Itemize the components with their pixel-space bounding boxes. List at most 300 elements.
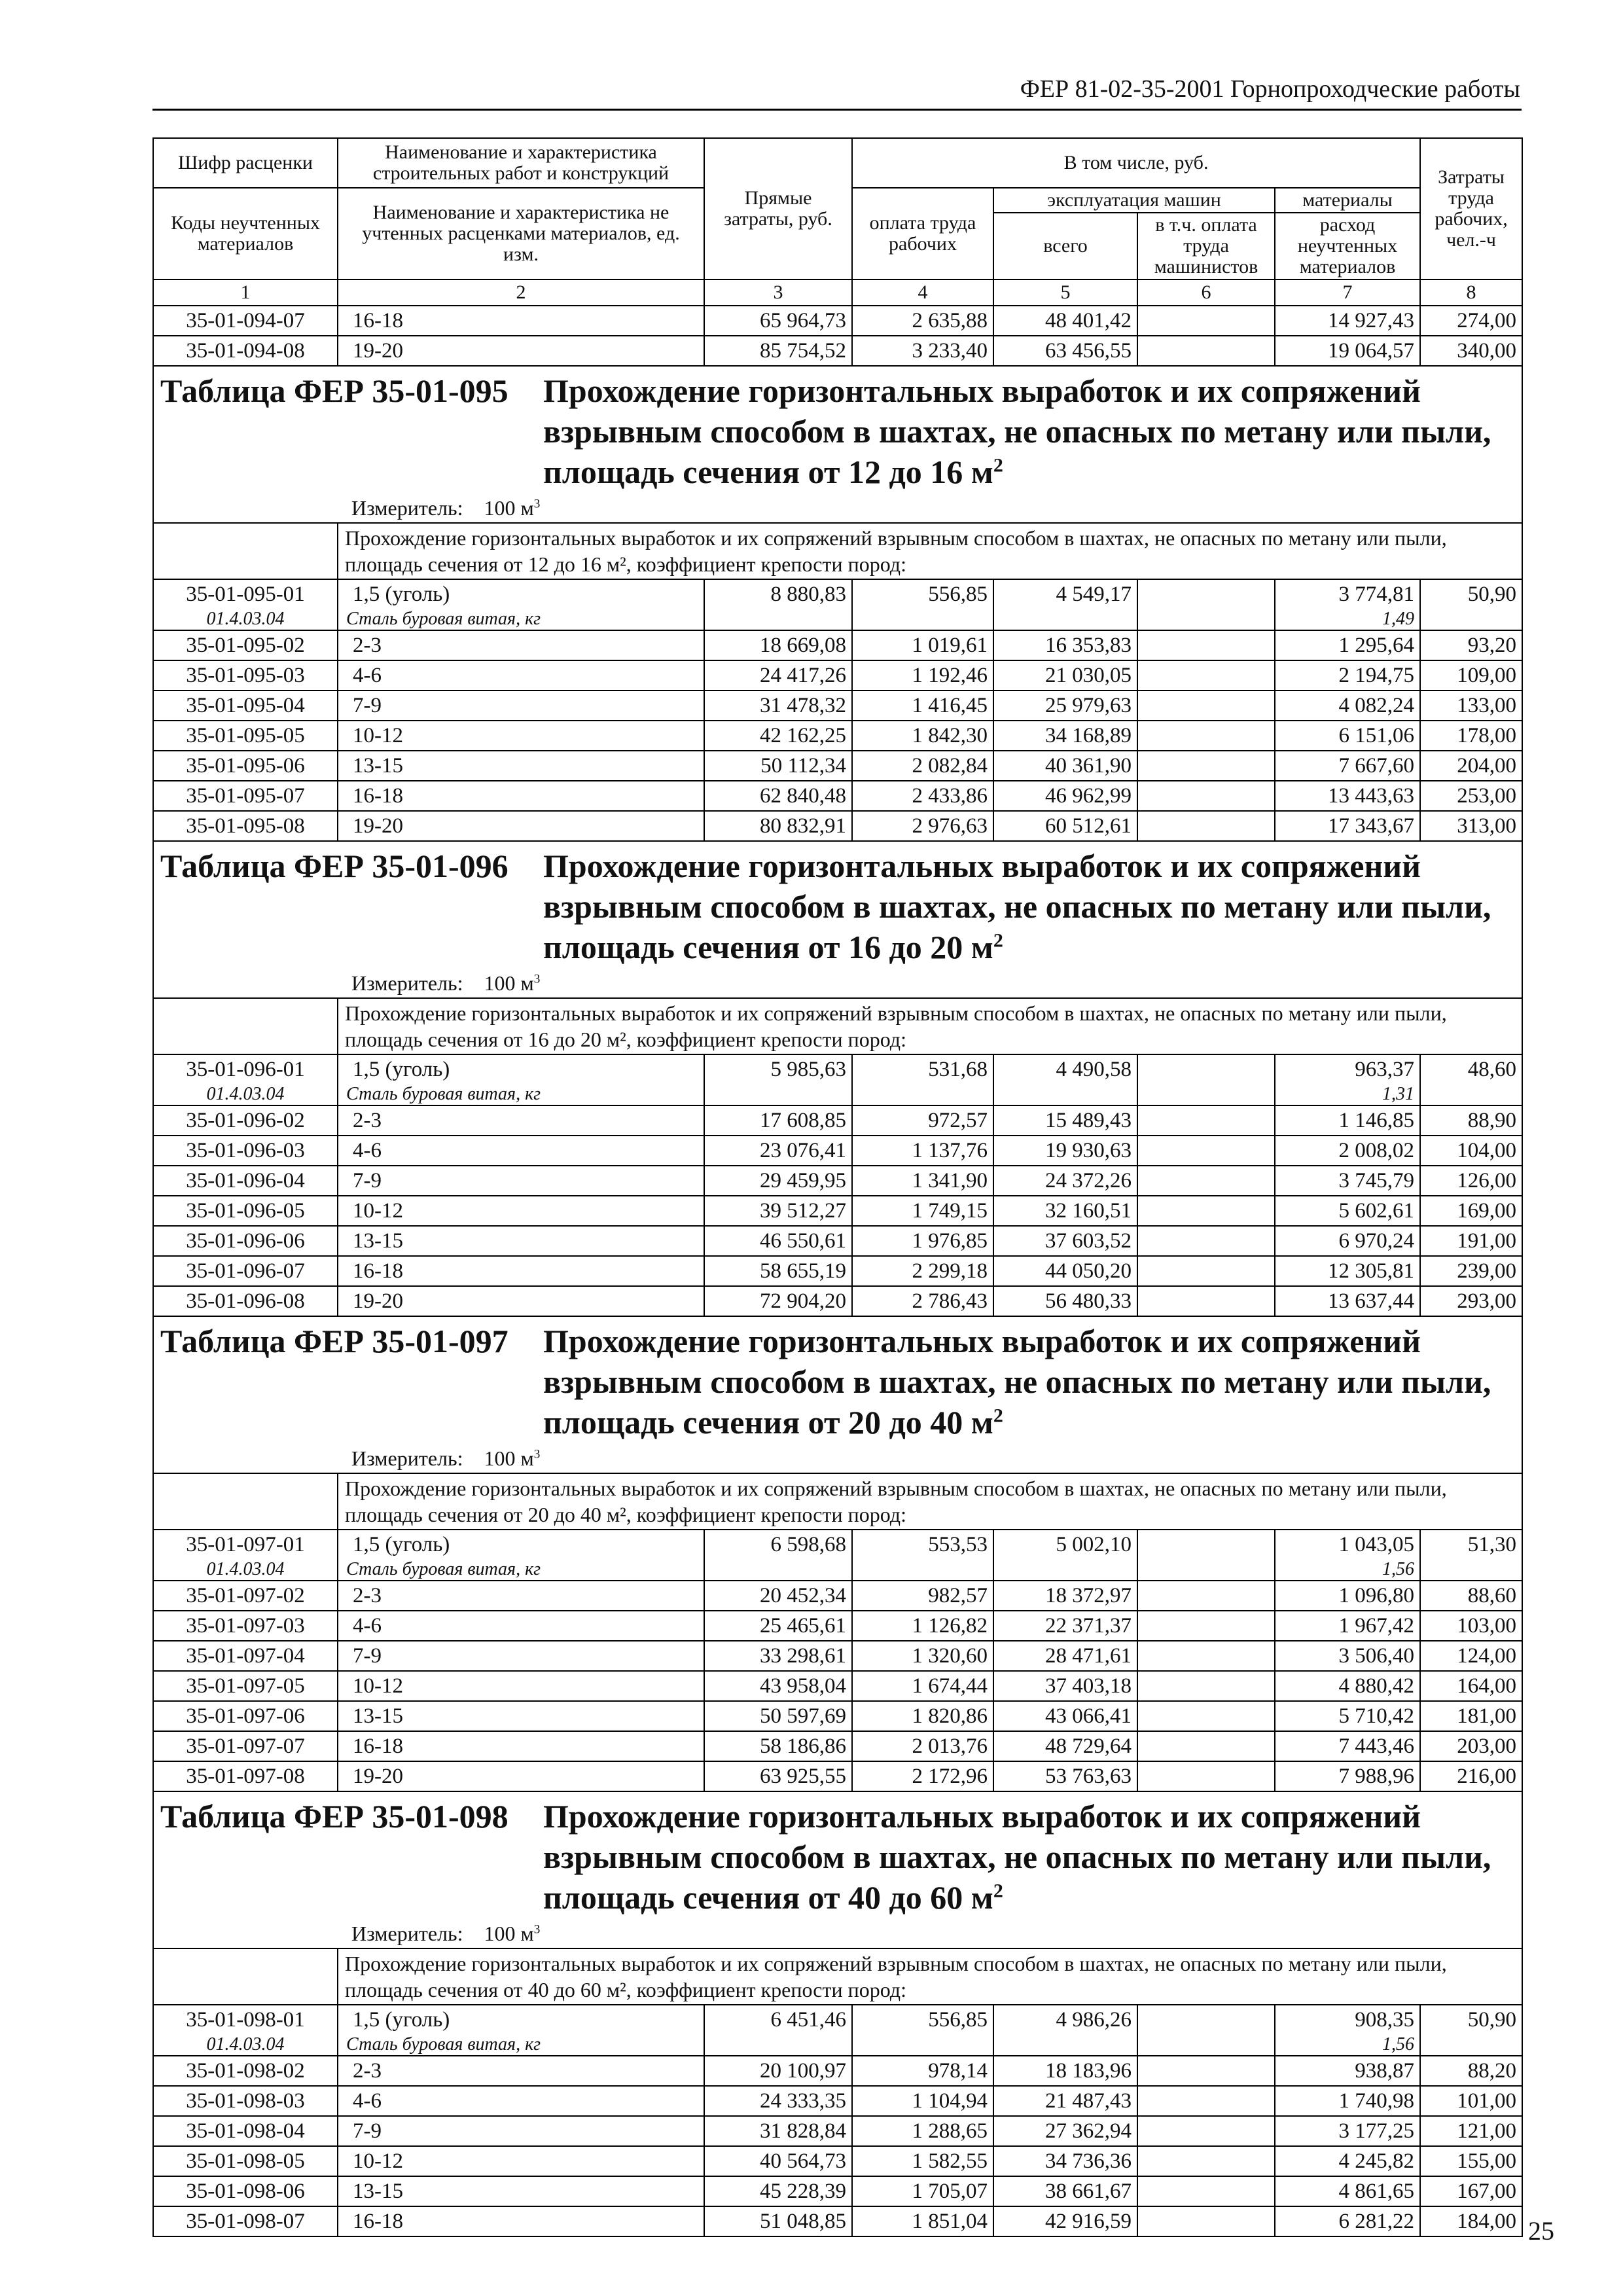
machine-operator-cost <box>1137 306 1275 336</box>
material-cost: 5 602,61 <box>1275 1196 1420 1226</box>
direct-cost: 6 451,46 <box>704 2005 852 2034</box>
table-title-row <box>153 366 1522 493</box>
machine-cost: 38 661,67 <box>993 2176 1137 2206</box>
machine-operator-cost <box>1137 1581 1275 1611</box>
labor-hours: 101,00 <box>1420 2086 1522 2116</box>
machine-cost: 19 930,63 <box>993 1136 1137 1166</box>
direct-cost: 62 840,48 <box>704 781 852 811</box>
labor-cost: 1 705,07 <box>852 2176 993 2206</box>
labor-hours: 216,00 <box>1420 1761 1522 1791</box>
material-cost: 3 506,40 <box>1275 1641 1420 1671</box>
rate-code: 35-01-096-07 <box>153 1256 338 1286</box>
labor-cost: 1 320,60 <box>852 1641 993 1671</box>
rate-name: 4-6 <box>338 2086 704 2116</box>
material-cost: 6 151,06 <box>1275 721 1420 751</box>
table-row <box>153 2116 1522 2146</box>
table-label: Таблица ФЕР 35-01-097 <box>160 1323 508 1359</box>
col-labor-header: оплата труда рабочих <box>852 188 993 279</box>
rate-code: 35-01-098-07 <box>153 2206 338 2236</box>
labor-cost: 1 341,90 <box>852 1166 993 1196</box>
table-description: Прохождение горизонтальных выработок и их сопряжений взрывным способом в шахтах, не опасных по метану или пыли, площадь сечения от 12 до 16 м², коэффициент крепости пород: <box>338 523 1522 579</box>
table-title-row <box>153 1316 1522 1444</box>
labor-cost: 556,85 <box>852 2005 993 2034</box>
material-cost: 13 637,44 <box>1275 1286 1420 1316</box>
labor-cost: 1 019,61 <box>852 630 993 660</box>
machine-operator-cost <box>1137 1136 1275 1166</box>
material-cost: 938,87 <box>1275 2056 1420 2086</box>
col-number: 5 <box>993 279 1137 306</box>
machine-cost: 25 979,63 <box>993 691 1137 721</box>
material-row <box>153 1559 1522 1581</box>
labor-cost: 1 674,44 <box>852 1671 993 1701</box>
description-row <box>153 1948 1522 2005</box>
measure-row: Измеритель: 100 $м^3$ <box>153 969 1522 998</box>
rate-name: 10-12 <box>338 1671 704 1701</box>
table-label: Таблица ФЕР 35-01-098 <box>160 1798 508 1835</box>
table-row <box>153 781 1522 811</box>
machine-operator-cost <box>1137 721 1275 751</box>
labor-hours: 340,00 <box>1420 336 1522 366</box>
rate-code: 35-01-095-03 <box>153 660 338 691</box>
material-cost: 1 967,42 <box>1275 1611 1420 1641</box>
col-material-name-header: Наименование и характеристика не учтенных расценками материалов, ед. изм. <box>338 188 704 279</box>
labor-cost: 1 820,86 <box>852 1701 993 1731</box>
material-cost: 1 043,05 <box>1275 1530 1420 1559</box>
rate-code: 35-01-096-01 <box>153 1054 338 1084</box>
machine-operator-cost <box>1137 2086 1275 2116</box>
material-cost: 3 745,79 <box>1275 1166 1420 1196</box>
direct-cost: 29 459,95 <box>704 1166 852 1196</box>
labor-hours: 184,00 <box>1420 2206 1522 2236</box>
direct-cost: 65 964,73 <box>704 306 852 336</box>
measure-row: Измеритель: 100 $м^3$ <box>153 1919 1522 1948</box>
material-name: Сталь буровая витая, кг <box>338 2034 704 2056</box>
labor-hours: 169,00 <box>1420 1196 1522 1226</box>
col-number: 8 <box>1420 279 1522 306</box>
rate-name: 16-18 <box>338 306 704 336</box>
table-row <box>153 1136 1522 1166</box>
table-label: Таблица ФЕР 35-01-096 <box>160 848 508 884</box>
labor-cost: 1 851,04 <box>852 2206 993 2236</box>
machine-cost: 56 480,33 <box>993 1286 1137 1316</box>
machine-operator-cost <box>1137 336 1275 366</box>
machine-cost: 40 361,90 <box>993 751 1137 781</box>
rate-code: 35-01-095-02 <box>153 630 338 660</box>
machine-cost: 42 916,59 <box>993 2206 1137 2236</box>
material-cost: 17 343,67 <box>1275 811 1420 841</box>
table-row <box>153 336 1522 366</box>
labor-cost: 1 137,76 <box>852 1136 993 1166</box>
labor-hours: 126,00 <box>1420 1166 1522 1196</box>
machine-operator-cost <box>1137 2056 1275 2086</box>
labor-hours: 109,00 <box>1420 660 1522 691</box>
col-number: 2 <box>338 279 704 306</box>
col-number: 1 <box>153 279 338 306</box>
machine-cost: 18 372,97 <box>993 1581 1137 1611</box>
direct-cost: 8 880,83 <box>704 579 852 609</box>
machine-operator-cost <box>1137 2176 1275 2206</box>
rate-name: 13-15 <box>338 2176 704 2206</box>
labor-cost: 978,14 <box>852 2056 993 2086</box>
labor-cost: 2 299,18 <box>852 1256 993 1286</box>
material-cost: 4 880,42 <box>1275 1671 1420 1701</box>
rate-code: 35-01-096-06 <box>153 1226 338 1256</box>
machine-cost: 21 030,05 <box>993 660 1137 691</box>
direct-cost: 85 754,52 <box>704 336 852 366</box>
machine-cost: 34 168,89 <box>993 721 1137 751</box>
machine-cost: 46 962,99 <box>993 781 1137 811</box>
table-row <box>153 1105 1522 1136</box>
machine-operator-cost <box>1137 1701 1275 1731</box>
rate-name: 2-3 <box>338 630 704 660</box>
direct-cost: 40 564,73 <box>704 2146 852 2176</box>
direct-cost: 42 162,25 <box>704 721 852 751</box>
material-cost: 4 082,24 <box>1275 691 1420 721</box>
machine-cost: 37 603,52 <box>993 1226 1137 1256</box>
labor-cost: 2 013,76 <box>852 1731 993 1761</box>
rate-name: 13-15 <box>338 1226 704 1256</box>
rate-name: 7-9 <box>338 1166 704 1196</box>
rate-code: 35-01-098-05 <box>153 2146 338 2176</box>
rate-code: 35-01-097-04 <box>153 1641 338 1671</box>
description-row <box>153 998 1522 1054</box>
rate-code: 35-01-094-07 <box>153 306 338 336</box>
machine-cost: 48 729,64 <box>993 1731 1137 1761</box>
machine-operator-cost <box>1137 579 1275 609</box>
direct-cost: 6 598,68 <box>704 1530 852 1559</box>
rate-name: 2-3 <box>338 1105 704 1136</box>
machine-cost: 21 487,43 <box>993 2086 1137 2116</box>
running-header: ФЕР 81-02-35-2001 Горнопроходческие работы <box>152 73 1522 111</box>
rate-code: 35-01-098-04 <box>153 2116 338 2146</box>
table-row <box>153 1286 1522 1316</box>
labor-hours: 203,00 <box>1420 1731 1522 1761</box>
labor-cost: 982,57 <box>852 1581 993 1611</box>
labor-hours: 191,00 <box>1420 1226 1522 1256</box>
labor-cost: 1 749,15 <box>852 1196 993 1226</box>
table-title: Прохождение горизонтальных выработок и их сопряжений взрывным способом в шахтах, не опасных по метану или пыли, площадь сечения от 12 до 16 $м^2$ <box>543 372 1491 490</box>
labor-hours: 274,00 <box>1420 306 1522 336</box>
labor-hours: 313,00 <box>1420 811 1522 841</box>
direct-cost: 51 048,85 <box>704 2206 852 2236</box>
material-consumption: 1,56 <box>1275 2034 1420 2056</box>
rate-code: 35-01-097-06 <box>153 1701 338 1731</box>
machine-operator-cost <box>1137 751 1275 781</box>
rate-code: 35-01-097-07 <box>153 1731 338 1761</box>
direct-cost: 72 904,20 <box>704 1286 852 1316</box>
machine-operator-cost <box>1137 1530 1275 1559</box>
table-row <box>153 1581 1522 1611</box>
labor-cost: 1 104,94 <box>852 2086 993 2116</box>
rate-name: 19-20 <box>338 1286 704 1316</box>
material-cost: 19 064,57 <box>1275 336 1420 366</box>
rate-code: 35-01-097-05 <box>153 1671 338 1701</box>
column-numbers-row <box>153 279 1522 306</box>
rate-name: 16-18 <box>338 2206 704 2236</box>
rate-code: 35-01-096-08 <box>153 1286 338 1316</box>
machine-operator-cost <box>1137 781 1275 811</box>
rate-name: 16-18 <box>338 1256 704 1286</box>
labor-hours: 178,00 <box>1420 721 1522 751</box>
labor-hours: 181,00 <box>1420 1701 1522 1731</box>
rate-code: 35-01-098-01 <box>153 2005 338 2034</box>
material-code: 01.4.03.04 <box>153 1084 338 1105</box>
material-cost: 908,35 <box>1275 2005 1420 2034</box>
material-cost: 1 295,64 <box>1275 630 1420 660</box>
material-cost: 4 861,65 <box>1275 2176 1420 2206</box>
col-mach-total-header: всего <box>993 213 1137 279</box>
labor-cost: 531,68 <box>852 1054 993 1084</box>
labor-hours: 124,00 <box>1420 1641 1522 1671</box>
labor-cost: 1 976,85 <box>852 1226 993 1256</box>
machine-operator-cost <box>1137 811 1275 841</box>
material-consumption: 1,56 <box>1275 1559 1420 1581</box>
measure-label: Измеритель: <box>351 971 463 995</box>
rate-name: 4-6 <box>338 1136 704 1166</box>
machine-cost: 34 736,36 <box>993 2146 1137 2176</box>
col-mach-operators-header: в т.ч. оплата труда машинистов <box>1137 213 1275 279</box>
table-row <box>153 2086 1522 2116</box>
material-cost: 7 443,46 <box>1275 1731 1420 1761</box>
table-row <box>153 660 1522 691</box>
material-cost: 13 443,63 <box>1275 781 1420 811</box>
labor-cost: 1 288,65 <box>852 2116 993 2146</box>
labor-hours: 155,00 <box>1420 2146 1522 2176</box>
machine-cost: 18 183,96 <box>993 2056 1137 2086</box>
labor-cost: 1 842,30 <box>852 721 993 751</box>
machine-operator-cost <box>1137 2116 1275 2146</box>
machine-cost: 60 512,61 <box>993 811 1137 841</box>
table-row <box>153 2056 1522 2086</box>
col-machines-group: эксплуатация машин <box>993 188 1275 213</box>
table-row <box>153 811 1522 841</box>
material-cost: 6 970,24 <box>1275 1226 1420 1256</box>
direct-cost: 39 512,27 <box>704 1196 852 1226</box>
table-row <box>153 1530 1522 1559</box>
col-material-code-header: Коды неучтенных материалов <box>153 188 338 279</box>
direct-cost: 58 186,86 <box>704 1731 852 1761</box>
rate-code: 35-01-097-03 <box>153 1611 338 1641</box>
rate-name: 7-9 <box>338 1641 704 1671</box>
rate-name: 1,5 (уголь) <box>338 1530 704 1559</box>
direct-cost: 24 417,26 <box>704 660 852 691</box>
machine-operator-cost <box>1137 660 1275 691</box>
machine-operator-cost <box>1137 1731 1275 1761</box>
measure-value: 100 м <box>484 1922 534 1945</box>
machine-cost: 24 372,26 <box>993 1166 1137 1196</box>
labor-cost: 2 172,96 <box>852 1761 993 1791</box>
machine-operator-cost <box>1137 1105 1275 1136</box>
labor-hours: 121,00 <box>1420 2116 1522 2146</box>
table-row <box>153 2176 1522 2206</box>
col-number: 3 <box>704 279 852 306</box>
material-cost: 4 245,82 <box>1275 2146 1420 2176</box>
table-title: Прохождение горизонтальных выработок и их сопряжений взрывным способом в шахтах, не опасных по метану или пыли, площадь сечения от 40 до 60 $м^2$ <box>543 1798 1491 1916</box>
table-row <box>153 2146 1522 2176</box>
labor-hours: 88,20 <box>1420 2056 1522 2086</box>
machine-operator-cost <box>1137 1641 1275 1671</box>
material-cost: 2 194,75 <box>1275 660 1420 691</box>
rate-name: 2-3 <box>338 1581 704 1611</box>
col-number: 7 <box>1275 279 1420 306</box>
table-title-row <box>153 841 1522 969</box>
rate-code: 35-01-096-04 <box>153 1166 338 1196</box>
table-row <box>153 1196 1522 1226</box>
rate-code: 35-01-096-02 <box>153 1105 338 1136</box>
col-materials-header: расход неучтенных материалов <box>1275 213 1420 279</box>
direct-cost: 17 608,85 <box>704 1105 852 1136</box>
rate-code: 35-01-096-03 <box>153 1136 338 1166</box>
table-row <box>153 1256 1522 1286</box>
labor-cost: 3 233,40 <box>852 336 993 366</box>
description-row <box>153 523 1522 579</box>
labor-hours: 239,00 <box>1420 1256 1522 1286</box>
table-row <box>153 1671 1522 1701</box>
machine-cost: 15 489,43 <box>993 1105 1137 1136</box>
table-description: Прохождение горизонтальных выработок и их сопряжений взрывным способом в шахтах, не опасных по метану или пыли, площадь сечения от 20 до 40 м², коэффициент крепости пород: <box>338 1473 1522 1530</box>
material-code: 01.4.03.04 <box>153 609 338 630</box>
table-row <box>153 2206 1522 2236</box>
material-cost: 14 927,43 <box>1275 306 1420 336</box>
material-code: 01.4.03.04 <box>153 2034 338 2056</box>
table-row <box>153 1731 1522 1761</box>
table-row <box>153 2005 1522 2034</box>
col-number: 4 <box>852 279 993 306</box>
labor-hours: 133,00 <box>1420 691 1522 721</box>
price-table <box>152 137 1523 2237</box>
machine-cost: 4 549,17 <box>993 579 1137 609</box>
labor-cost: 1 416,45 <box>852 691 993 721</box>
direct-cost: 50 597,69 <box>704 1701 852 1731</box>
rate-code: 35-01-095-08 <box>153 811 338 841</box>
rate-code: 35-01-095-05 <box>153 721 338 751</box>
direct-cost: 45 228,39 <box>704 2176 852 2206</box>
machine-operator-cost <box>1137 2005 1275 2034</box>
rate-name: 4-6 <box>338 1611 704 1641</box>
table-row <box>153 1226 1522 1256</box>
col-hours-header: Затраты труда рабочих, чел.-ч <box>1420 138 1522 279</box>
machine-cost: 4 490,58 <box>993 1054 1137 1084</box>
labor-hours: 88,60 <box>1420 1581 1522 1611</box>
labor-cost: 553,53 <box>852 1530 993 1559</box>
machine-cost: 53 763,63 <box>993 1761 1137 1791</box>
machine-operator-cost <box>1137 1226 1275 1256</box>
labor-hours: 93,20 <box>1420 630 1522 660</box>
measure-row: Измеритель: 100 $м^3$ <box>153 493 1522 523</box>
rate-name: 13-15 <box>338 1701 704 1731</box>
material-cost: 3 774,81 <box>1275 579 1420 609</box>
rate-name: 13-15 <box>338 751 704 781</box>
labor-cost: 1 126,82 <box>852 1611 993 1641</box>
direct-cost: 31 828,84 <box>704 2116 852 2146</box>
measure-value: 100 м <box>484 971 534 995</box>
rate-code: 35-01-095-01 <box>153 579 338 609</box>
machine-cost: 22 371,37 <box>993 1611 1137 1641</box>
material-name: Сталь буровая витая, кг <box>338 609 704 630</box>
direct-cost: 18 669,08 <box>704 630 852 660</box>
rate-code: 35-01-098-02 <box>153 2056 338 2086</box>
measure-label: Измеритель: <box>351 1922 463 1945</box>
measure-row: Измеритель: 100 $м^3$ <box>153 1444 1522 1473</box>
table-row <box>153 1641 1522 1671</box>
material-name: Сталь буровая витая, кг <box>338 1084 704 1105</box>
table-row <box>153 721 1522 751</box>
rate-name: 2-3 <box>338 2056 704 2086</box>
col-name-header: Наименование и характеристика строительных работ и конструкций <box>338 138 704 188</box>
direct-cost: 25 465,61 <box>704 1611 852 1641</box>
table-row <box>153 691 1522 721</box>
material-cost: 12 305,81 <box>1275 1256 1420 1286</box>
rate-code: 35-01-098-03 <box>153 2086 338 2116</box>
rate-name: 1,5 (уголь) <box>338 579 704 609</box>
labor-hours: 51,30 <box>1420 1530 1522 1559</box>
material-cost: 1 096,80 <box>1275 1581 1420 1611</box>
labor-cost: 2 433,86 <box>852 781 993 811</box>
rate-code: 35-01-095-04 <box>153 691 338 721</box>
machine-operator-cost <box>1137 1611 1275 1641</box>
labor-cost: 2 082,84 <box>852 751 993 781</box>
table-row <box>153 1054 1522 1084</box>
material-cost: 963,37 <box>1275 1054 1420 1084</box>
direct-cost: 23 076,41 <box>704 1136 852 1166</box>
labor-cost: 1 582,55 <box>852 2146 993 2176</box>
rate-code: 35-01-096-05 <box>153 1196 338 1226</box>
material-cost: 6 281,22 <box>1275 2206 1420 2236</box>
machine-cost: 37 403,18 <box>993 1671 1137 1701</box>
rate-name: 7-9 <box>338 2116 704 2146</box>
material-cost: 5 710,42 <box>1275 1701 1420 1731</box>
machine-cost: 48 401,42 <box>993 306 1137 336</box>
col-number: 6 <box>1137 279 1275 306</box>
direct-cost: 33 298,61 <box>704 1641 852 1671</box>
rate-name: 10-12 <box>338 2146 704 2176</box>
machine-operator-cost <box>1137 1054 1275 1084</box>
machine-operator-cost <box>1137 691 1275 721</box>
rate-name: 19-20 <box>338 1761 704 1791</box>
direct-cost: 24 333,35 <box>704 2086 852 2116</box>
material-cost: 1 146,85 <box>1275 1105 1420 1136</box>
material-consumption: 1,49 <box>1275 609 1420 630</box>
material-cost: 3 177,25 <box>1275 2116 1420 2146</box>
rate-name: 16-18 <box>338 781 704 811</box>
rate-code: 35-01-095-07 <box>153 781 338 811</box>
machine-operator-cost <box>1137 1671 1275 1701</box>
rate-name: 16-18 <box>338 1731 704 1761</box>
material-consumption: 1,31 <box>1275 1084 1420 1105</box>
description-row <box>153 1473 1522 1530</box>
measure-value: 100 м <box>484 1446 534 1470</box>
labor-cost: 2 976,63 <box>852 811 993 841</box>
labor-hours: 253,00 <box>1420 781 1522 811</box>
rate-code: 35-01-094-08 <box>153 336 338 366</box>
col-group-header: В том числе, руб. <box>852 138 1420 188</box>
direct-cost: 20 452,34 <box>704 1581 852 1611</box>
table-row <box>153 579 1522 609</box>
page-number: 25 <box>1528 2216 1554 2246</box>
material-row <box>153 609 1522 630</box>
labor-cost: 2 786,43 <box>852 1286 993 1316</box>
rate-code: 35-01-097-08 <box>153 1761 338 1791</box>
direct-cost: 20 100,97 <box>704 2056 852 2086</box>
col-code-header: Шифр расценки <box>153 138 338 188</box>
material-cost: 2 008,02 <box>1275 1136 1420 1166</box>
measure-label: Измеритель: <box>351 496 463 520</box>
machine-cost: 63 456,55 <box>993 336 1137 366</box>
rate-name: 10-12 <box>338 1196 704 1226</box>
table-description: Прохождение горизонтальных выработок и их сопряжений взрывным способом в шахтах, не опасных по метану или пыли, площадь сечения от 16 до 20 м², коэффициент крепости пород: <box>338 998 1522 1054</box>
rate-code: 35-01-097-02 <box>153 1581 338 1611</box>
material-cost: 7 988,96 <box>1275 1761 1420 1791</box>
